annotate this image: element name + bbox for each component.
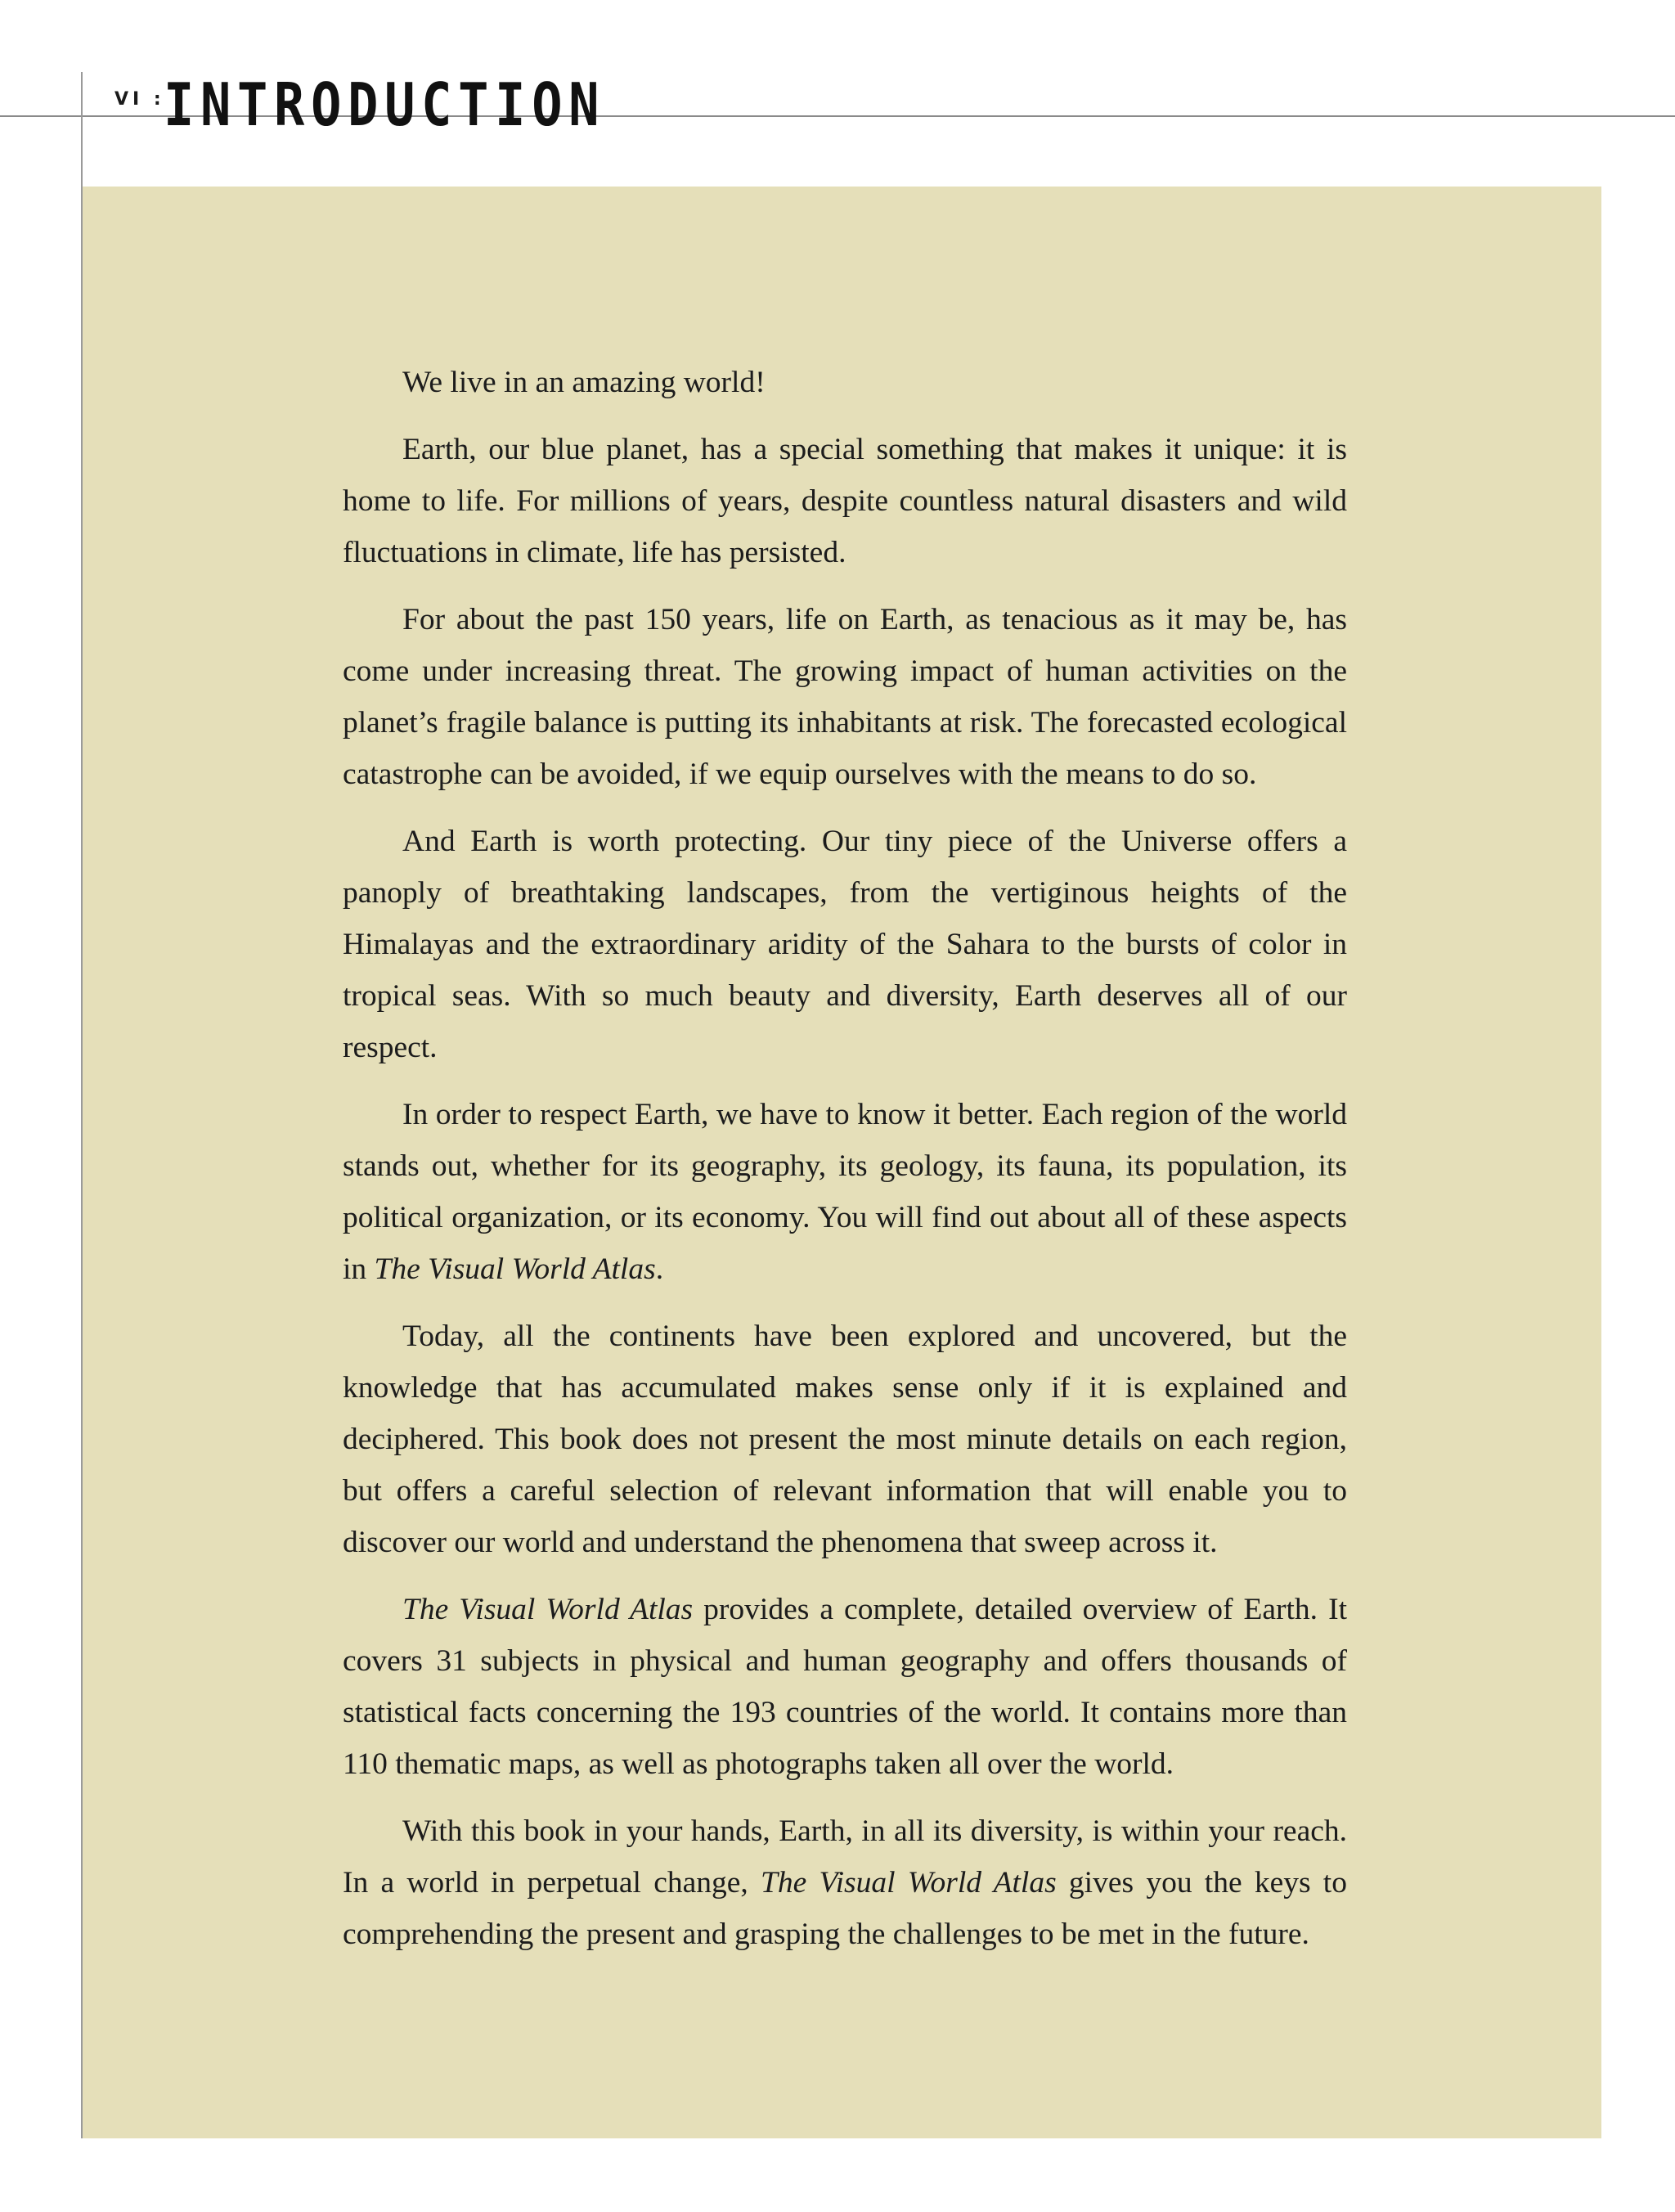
introduction-text xyxy=(343,357,1347,1976)
book-title: The Visual World Atlas xyxy=(402,1593,694,1626)
paragraph-5-end: . xyxy=(655,1252,664,1286)
paragraph-2: Earth, our blue planet, has a special something that makes it unique: it is home to life. For millions of years, despite countless natural disasters and wild fluctuations in climate, life has persisted. xyxy=(343,433,1347,569)
paragraph-4: And Earth is worth protecting. Our tiny piece of the Universe offers a panoply of breathtaking landscapes, from the vertiginous heights of the Himalayas and the extraordinary aridity of the Sahara to the bursts of color in tropical seas. With so much beauty and diversity, Earth deserves all of our respect. xyxy=(343,825,1347,1064)
paragraph-7 xyxy=(343,1584,1347,1790)
paragraph-5 xyxy=(343,1089,1347,1295)
book-title: The Visual World Atlas xyxy=(760,1866,1057,1900)
paragraph-6: Today, all the continents have been explored and uncovered, but the knowledge that has accumulated makes sense only if it is explained and deciphered. This book does not present the most minute details on each region, but offers a careful selection of relevant information that will enable you to discover our world and understand the phenomena that sweep across it. xyxy=(343,1320,1347,1559)
section-title: INTRODUCTION xyxy=(164,70,606,139)
paragraph-8 xyxy=(343,1805,1347,1960)
paragraph-8-end: gives you the keys to comprehending the present and grasping the challenges to be met in the future. xyxy=(343,1866,1347,1951)
paragraph-8-text: With this book in your hands, Earth, in all its diversity, is within your reach. In a world in perpetual change, xyxy=(343,1814,1347,1900)
paragraph-1: We live in an amazing world! xyxy=(402,366,766,399)
paragraph-3: For about the past 150 years, life on Earth, as tenacious as it may be, has come under increasing threat. The growing impact of human activities on the planet’s fragile balance is putting its inhabitants at risk. The forecasted ecological catastrophe can be avoided, if we equip ourselves with the means to do so. xyxy=(343,603,1347,791)
paragraph-7-text: provides a complete, detailed overview of Earth. It covers 31 subjects in physical and human geography and offers thousands of statistical facts concerning the 193 countries of the world. It contains more than 110 thematic maps, as well as photographs taken all over the world. xyxy=(343,1593,1347,1781)
paragraph-5-text: In order to respect Earth, we have to know it better. Each region of the world stands out, whether for its geography, its geology, its fauna, its population, its political organization, or its economy. You will find out about all of these aspects in xyxy=(343,1098,1347,1286)
page-number: VI : xyxy=(115,89,165,110)
book-title: The Visual World Atlas xyxy=(374,1252,656,1286)
